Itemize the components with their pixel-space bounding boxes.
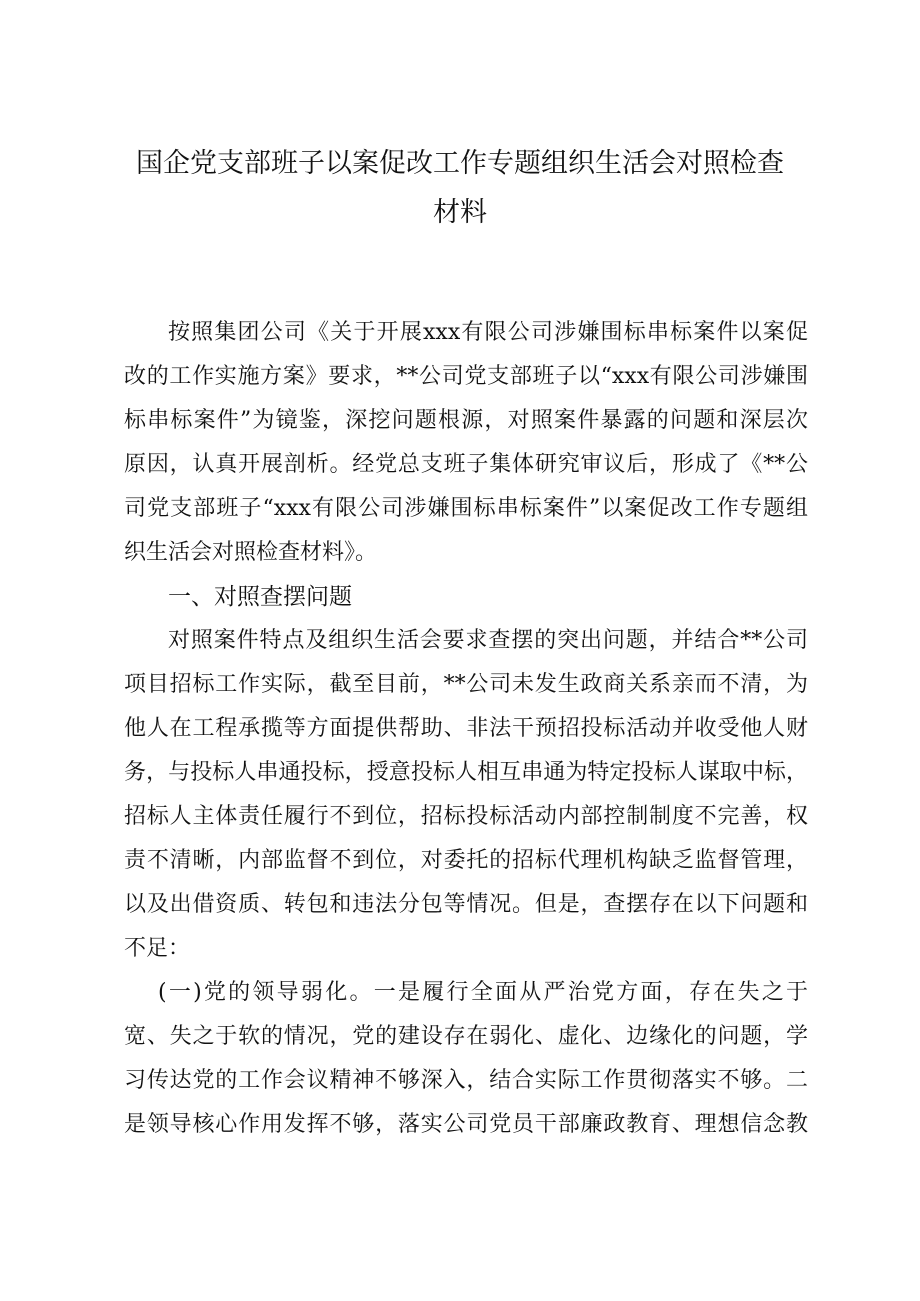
intro-paragraph-line: 原因，认真开展剖析。经党总支班子集体研究审议后，形成了《**公	[124, 452, 808, 477]
section1-paragraph-line: 对照案件特点及组织生活会要求查摆的突出问题，并结合**公司	[168, 628, 808, 653]
section1-paragraph-line: 招标人主体责任履行不到位，招标投标活动内部控制制度不完善，权	[124, 804, 808, 829]
subsection1-paragraph-line: (一)党的领导弱化。一是履行全面从严治党方面，存在失之于	[158, 980, 808, 1005]
subsection1-paragraph-line: 宽、失之于软的情况，党的建设存在弱化、虚化、边缘化的问题，学	[124, 1024, 808, 1049]
section-heading: 一、对照查摆问题	[168, 584, 352, 610]
document-title-line-2: 材料	[433, 197, 487, 228]
section1-paragraph-line: 以及出借资质、转包和违法分包等情况。但是，查摆存在以下问题和	[124, 892, 808, 917]
subsection1-paragraph-line: 是领导核心作用发挥不够，落实公司党员干部廉政教育、理想信念教	[124, 1112, 808, 1137]
section1-paragraph-line: 项目招标工作实际，截至目前，**公司未发生政商关系亲而不清，为	[124, 672, 808, 697]
intro-paragraph-line: 标串标案件”为镜鉴，深挖问题根源，对照案件暴露的问题和深层次	[124, 408, 808, 433]
section1-paragraph-line: 他人在工程承揽等方面提供帮助、非法干预招投标活动并收受他人财	[124, 716, 808, 741]
intro-paragraph-line: 织生活会对照检查材料》。	[124, 540, 378, 565]
document-title-line-1: 国企党支部班子以案促改工作专题组织生活会对照检查	[136, 148, 784, 179]
subsection1-paragraph-line: 习传达党的工作会议精神不够深入，结合实际工作贯彻落实不够。二	[124, 1068, 808, 1093]
section1-paragraph-line: 不足：	[124, 936, 191, 961]
section1-paragraph-line: 责不清晰，内部监督不到位，对委托的招标代理机构缺乏监督管理，	[124, 848, 808, 873]
intro-paragraph-line: 司党支部班子“xxx有限公司涉嫌围标串标案件”以案促改工作专题组	[124, 496, 808, 521]
section1-paragraph-line: 务，与投标人串通投标，授意投标人相互串通为特定投标人谋取中标，	[124, 760, 808, 785]
intro-paragraph-line: 按照集团公司《关于开展xxx有限公司涉嫌围标串标案件以案促	[168, 320, 808, 345]
intro-paragraph-line: 改的工作实施方案》要求，**公司党支部班子以“xxx有限公司涉嫌围	[124, 364, 808, 389]
